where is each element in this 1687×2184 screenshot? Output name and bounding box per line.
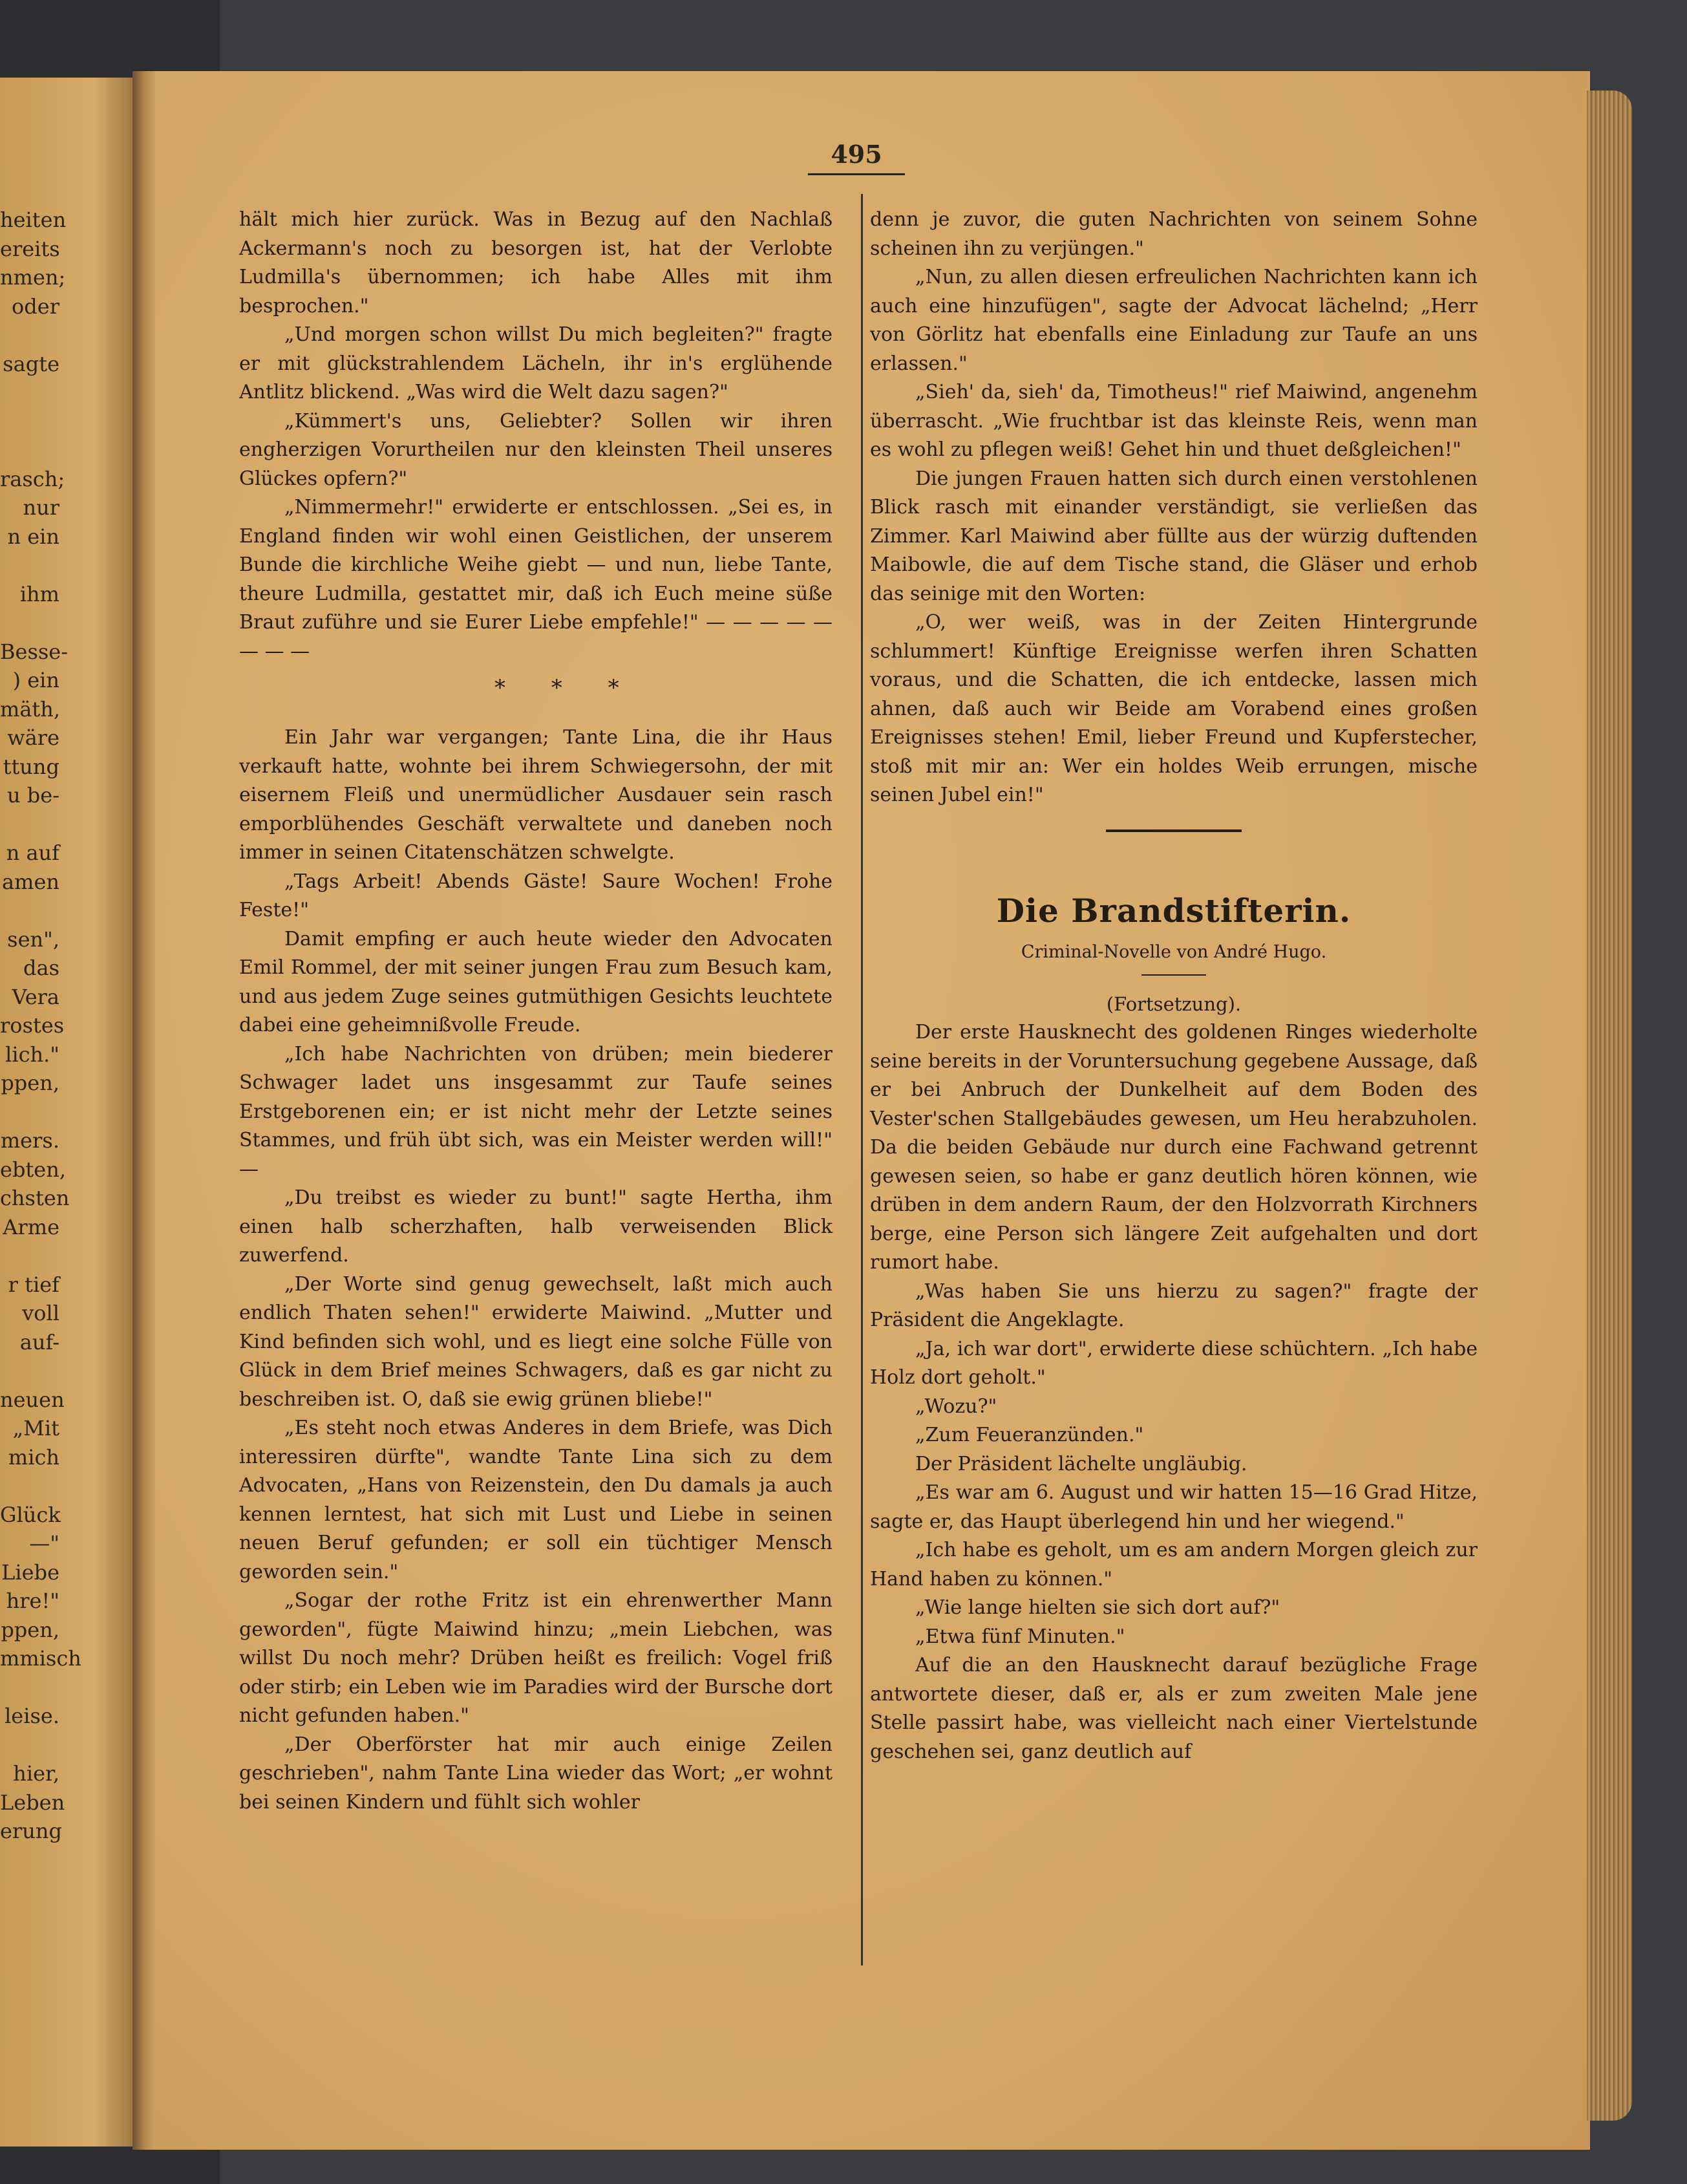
paragraph: hält mich hier zurück. Was in Bezug auf den Nachlaß Ackermann's noch zu besorgen ist, hat der Verlobte Ludmilla's übernommen; ich habe Alles mit ihm besprochen." bbox=[239, 208, 833, 317]
paragraph: Damit empfing er auch heute wieder den Advocaten Emil Rommel, der mit seiner jungen Frau zum Besuch kam, und aus jedem Zuge seines gutmüthigen Gesichts leuchtete dabei eine geheimnißvolle Freude. bbox=[239, 927, 833, 1036]
left-page-fragment: ) ein bbox=[12, 668, 59, 692]
section-break-mark: * * * bbox=[494, 675, 639, 701]
left-page-fragment: ppen, bbox=[1, 1617, 59, 1642]
left-page-fragment: lich." bbox=[5, 1042, 59, 1067]
story-paragraphs bbox=[870, 1018, 1478, 1766]
paragraph: „Es steht noch etwas Anderes in dem Briefe, was Dich interessiren dürfte", wandte Tante Lina sich zu dem Advocaten, „Hans von Reizenstein, den Du damals ja auch kennen lerntest, hat sich mit Lust und Liebe in seinen neuen Beruf gefunden; er soll ein tüchtiger Mensch geworden sein." bbox=[239, 1417, 833, 1583]
left-page-fragment: Glück bbox=[0, 1502, 61, 1527]
left-page-fragment: n ein bbox=[7, 524, 59, 549]
paragraph: Der erste Hausknecht des goldenen Ringes wiederholte seine bereits in der Voruntersuchung gegebene Aussage, daß er bei Anbruch der Dunkelheit auf dem Boden des Vester'schen Stallgebäudes gewesen, um Heu herabzuholen. Da die beiden Gebäude nur durch eine Fachwand getrennt gewesen seien, so habe er ganz deutlich hören können, wie drüben in dem andern Raum, der den Holzvorrath Kirchners berge, eine Person sich längere Zeit aufgehalten und dort rumort habe. bbox=[870, 1021, 1478, 1274]
paragraph: „Zum Feueranzünden." bbox=[915, 1424, 1144, 1446]
left-page-fragment: sagte bbox=[3, 351, 59, 376]
left-page-fragment: Vera bbox=[12, 984, 59, 1009]
page-stack-edge bbox=[1587, 91, 1632, 2121]
paragraph: „Nimmermehr!" erwiderte er entschlossen. „Sei es, in England finden wir wohl einen Geistlichen, der unserem Bunde die kirchliche Weihe giebt — und nun, liebe Tante, theure Ludmilla, gestattet mir, daß ich Euch meine süße Braut zuführe und sie Eurer Liebe empfehle!" — — — — — — — — bbox=[239, 496, 833, 663]
left-column bbox=[239, 206, 833, 1817]
left-column-paragraphs-before-break bbox=[239, 206, 833, 666]
left-page-fragment: Arme bbox=[3, 1214, 59, 1239]
right-column-paragraphs bbox=[870, 206, 1478, 810]
left-page-fragment: „Mit bbox=[12, 1416, 59, 1440]
paragraph: „Tags Arbeit! Abends Gäste! Saure Wochen! Frohe Feste!" bbox=[239, 870, 833, 921]
story-subtitle: Criminal-Novelle von André Hugo. bbox=[1021, 941, 1327, 962]
left-page-fragment: chsten bbox=[0, 1186, 70, 1210]
left-page-fragment: n auf bbox=[6, 840, 59, 865]
left-page-fragment: ebten, bbox=[0, 1157, 66, 1182]
paragraph: „Was haben Sie uns hierzu zu sagen?" fragte der Präsident die Angeklagte. bbox=[870, 1279, 1478, 1331]
left-page-fragment: ppen, bbox=[1, 1071, 59, 1095]
left-page-fragment: Leben bbox=[0, 1790, 65, 1815]
paragraph: „Kümmert's uns, Geliebter? Sollen wir ihren engherzigen Vorurtheilen nur den kleinsten Theil unseres Glückes opfern?" bbox=[239, 409, 833, 490]
paragraph: denn je zuvor, die guten Nachrichten von seinem Sohne scheinen ihn zu verjüngen." bbox=[870, 208, 1478, 260]
left-page-fragment: hier, bbox=[13, 1761, 59, 1786]
paragraph: „Sieh' da, sieh' da, Timotheus!" rief Maiwind, angenehm überrascht. „Wie fruchtbar ist das kleinste Reis, wenn man es wohl zu pflegen weiß! Gehet hin und thuet deßgleichen!" bbox=[870, 381, 1478, 461]
left-page-fragment: voll bbox=[22, 1301, 59, 1325]
left-page-fragment: sen", bbox=[7, 926, 59, 952]
left-page-fragment: mich bbox=[8, 1444, 59, 1470]
paragraph: Die jungen Frauen hatten sich durch einen verstohlenen Blick rasch mit einander verständigt, sie verließen das Zimmer. Karl Maiwind aber füllte aus der würzig duftenden Maibowle, die auf dem Tische stand, die Gläser und erhob das seinige mit den Worten: bbox=[870, 467, 1478, 605]
book-gutter bbox=[133, 71, 158, 2150]
paragraph: Ein Jahr war vergangen; Tante Lina, die ihr Haus verkauft hatte, wohnte bei ihrem Schwiegersohn, der mit eisernem Fleiß und unermüdlicher Ausdauer sein rasch emporblühendes Geschäft verwaltete und daneben noch immer in seinen Citatenschätzen schwelgte. bbox=[239, 726, 833, 864]
paragraph: „Ich habe Nachrichten von drüben; mein biederer Schwager ladet uns insgesammt zur Taufe seines Erstgeborenen ein; er ist nicht mehr der Letzte seines Stammes, und früh übt sich, was ein Meister werden will!" — bbox=[239, 1042, 833, 1181]
paragraph: „Ich habe es geholt, um es am andern Morgen gleich zur Hand haben zu können." bbox=[870, 1539, 1478, 1590]
left-page-fragment: nmen; bbox=[0, 265, 66, 290]
left-page-fragment: r tief bbox=[8, 1272, 59, 1297]
section-break bbox=[239, 666, 833, 723]
right-column bbox=[870, 206, 1478, 1766]
paragraph: Auf die an den Hausknecht darauf bezügliche Frage antwortete dieser, daß er, als er zum zweiten Male jene Stelle passirt habe, was vielleicht nach einer Viertelstunde geschehen sei, ganz deutlich auf bbox=[870, 1654, 1478, 1763]
left-column-paragraphs-after-break bbox=[239, 723, 833, 1817]
left-page-fragment: Besse- bbox=[0, 639, 69, 664]
paragraph: „O, wer weiß, was in der Zeiten Hintergrunde schlummert! Künftige Ereignisse werfen ihren Schatten voraus, und die Schatten, die ich entdecke, lassen mich ahnen, daß auch wir Beide am Vorabend eines großen Ereignisses stehen! Emil, lieber Freund und Kupferstecher, stoß mit mir an: Wer ein holdes Weib errungen, mische seinen Jubel ein!" bbox=[870, 611, 1478, 806]
continued-label: (Fortsetzung). bbox=[1106, 992, 1242, 1015]
left-page-fragment: hre!" bbox=[6, 1589, 59, 1613]
left-page-fragment: das bbox=[23, 956, 59, 980]
left-page-fragment: wäre bbox=[7, 725, 59, 750]
paragraph: „Es war am 6. August und wir hatten 15—16 Grad Hitze, sagte er, das Haupt überlegend hin und her wiegend." bbox=[870, 1481, 1478, 1533]
left-page-fragment: ttung bbox=[3, 754, 59, 779]
paragraph: „Etwa fünf Minuten." bbox=[915, 1625, 1125, 1648]
paragraph: „Nun, zu allen diesen erfreulichen Nachrichten kann ich auch eine hinzufügen", sagte der Advocat lächelnd; „Herr von Görlitz hat ebenfalls eine Einladung zur Taufe an uns erlassen." bbox=[870, 266, 1478, 375]
paragraph: „Wie lange hielten sie sich dort auf?" bbox=[915, 1596, 1280, 1619]
left-page-fragment: nur bbox=[23, 495, 59, 520]
left-page-fragment: —" bbox=[29, 1531, 59, 1556]
left-page-fragment: rasch; bbox=[0, 466, 65, 491]
page-number: 495 bbox=[831, 140, 882, 169]
left-page-fragment: amen bbox=[2, 869, 59, 894]
left-page-fragment: auf- bbox=[19, 1329, 59, 1354]
paragraph: „Der Worte sind genug gewechselt, laßt mich auch endlich Thaten sehen!" erwiderte Maiwind. „Mutter und Kind befinden sich wohl, und es liegt eine solche Fülle von Glück in dem Brief meines Schwagers, daß es gar nicht zu beschreiben ist. O, daß sie ewig grünen bliebe!" bbox=[239, 1272, 833, 1411]
paragraph: „Und morgen schon willst Du mich begleiten?" fragte er mit glückstrahlendem Lächeln, ihr in's erglühende Antlitz blickend. „Was wird die Welt dazu sagen?" bbox=[239, 323, 833, 403]
left-page-fragment: oder bbox=[12, 294, 59, 319]
paragraph: „Sogar der rothe Fritz ist ein ehrenwerther Mann geworden", fügte Maiwind hinzu; „mein Liebchen, was willst Du noch mehr? Drüben heißt es freilich: Vogel friß oder stirb; ein Leben wie im Paradies wird der Bursche dort nicht gefunden haben." bbox=[239, 1589, 833, 1727]
left-page-fragment: mers. bbox=[0, 1128, 59, 1153]
left-page-fragment: erung bbox=[0, 1819, 62, 1843]
left-page-fragment: rostes bbox=[0, 1013, 65, 1038]
subtitle-rule bbox=[1141, 974, 1206, 976]
left-page-fragment: ihm bbox=[19, 581, 59, 606]
left-page-fragment: Liebe bbox=[1, 1559, 59, 1585]
story-title: Die Brandstifterin. bbox=[996, 891, 1352, 930]
left-page-fragment: leise. bbox=[5, 1704, 59, 1728]
column-divider bbox=[861, 194, 863, 1965]
left-page-fragment: u be- bbox=[6, 783, 59, 808]
page-number-rule bbox=[808, 173, 905, 175]
left-page-fragment: ereits bbox=[0, 236, 60, 261]
story-divider-rule bbox=[1106, 830, 1242, 832]
left-page-fragment: heiten bbox=[0, 208, 67, 232]
paragraph: „Der Oberförster hat mir auch einige Zeilen geschrieben", nahm Tante Lina wieder das Wort; „er wohnt bei seinen Kindern und fühlt sich wohler bbox=[239, 1733, 833, 1814]
paragraph: „Wozu?" bbox=[915, 1395, 997, 1418]
paragraph: Der Präsident lächelte ungläubig. bbox=[915, 1452, 1247, 1475]
left-page-fragment: neuen bbox=[0, 1387, 65, 1412]
paragraph: „Ja, ich war dort", erwiderte diese schüchtern. „Ich habe Holz dort geholt." bbox=[870, 1337, 1478, 1389]
left-page-fragment: mmisch bbox=[0, 1646, 81, 1671]
paragraph: „Du treibst es wieder zu bunt!" sagte Hertha, ihm einen halb scherzhaften, halb verweisenden Blick zuwerfend. bbox=[239, 1186, 833, 1267]
left-page-fragment: mäth, bbox=[0, 696, 61, 722]
